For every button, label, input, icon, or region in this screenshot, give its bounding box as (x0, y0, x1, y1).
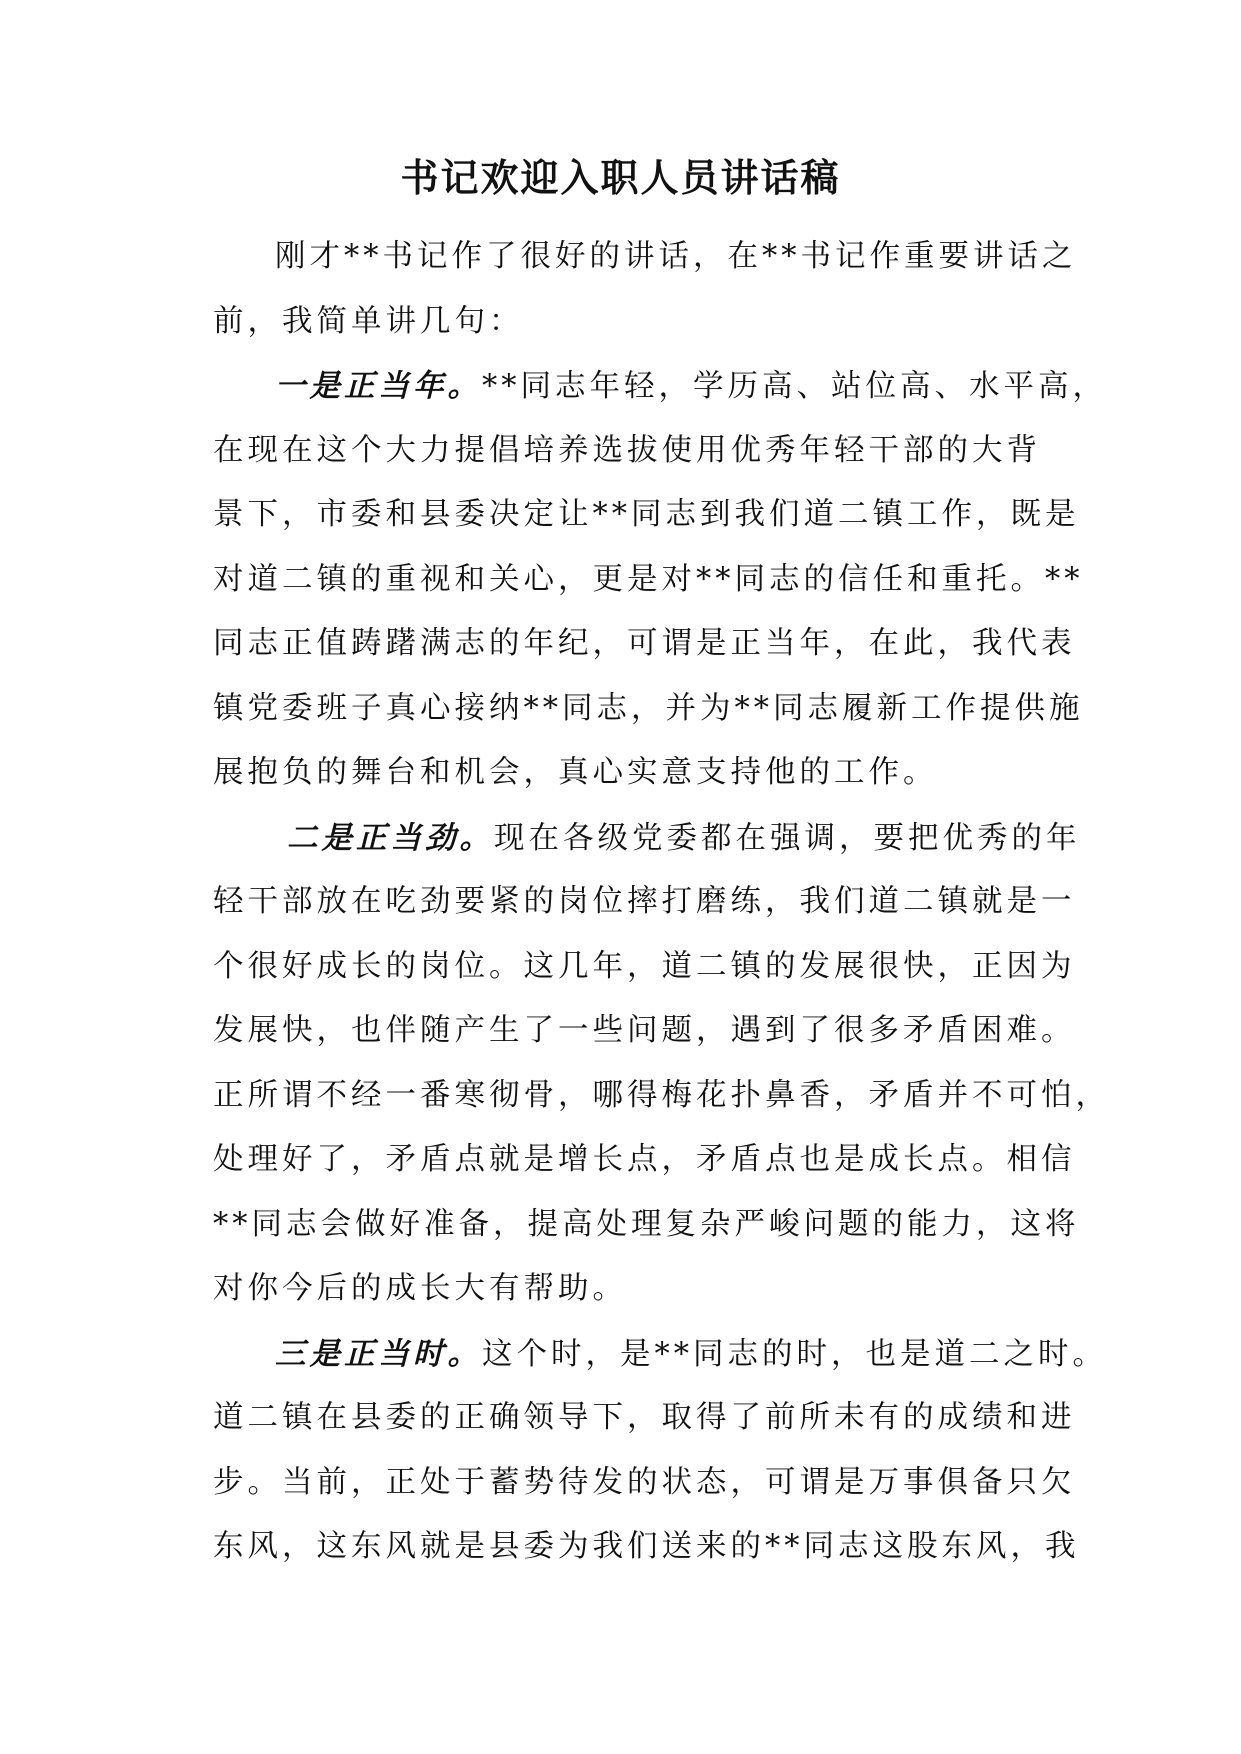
paragraph-2-line-7: 展抱负的舞台和机会，真心实意支持他的工作。 (213, 755, 938, 790)
document-title: 书记欢迎入职人员讲话稿 (400, 155, 841, 200)
document-body (213, 225, 1110, 1580)
paragraph-4-line-1 (213, 1322, 1107, 1387)
paragraph-2-line-3: 景下，市委和县委决定让**同志到我们道二镇工作，既是 (213, 497, 1080, 532)
paragraph-3-line-1 (213, 806, 1081, 871)
paragraph-1-line-1: 刚才**书记作了很好的讲话，在**书记作重要讲话之 (275, 239, 1077, 274)
paragraph-2-line-5: 同志正值踌躇满志的年纪，可谓是正当年，在此，我代表 (213, 626, 1076, 661)
paragraph-3-line-3: 个很好成长的岗位。这几年，道二镇的发展很快，正因为 (213, 948, 1076, 984)
paragraph-3-line-8: 对你今后的成长大有帮助。 (213, 1271, 627, 1306)
paragraph-4-lead: 三是正当时。 (275, 1335, 482, 1372)
paragraph-2-line-4: 对道二镇的重视和关心，更是对**同志的信任和重托。** (213, 561, 1084, 597)
paragraph-2-line-1-text: **同志年轻，学历高、站位高、水平高， (482, 369, 1107, 404)
paragraph-2-line-1 (213, 354, 1107, 419)
paragraph-2-line-2: 在现在这个大力提倡培养选拔使用优秀年轻干部的大背 (213, 432, 1041, 468)
paragraph-4-line-2: 道二镇在县委的正确领导下，取得了前所未有的成绩和进 (213, 1400, 1076, 1435)
paragraph-4-line-1-text: 这个时，是**同志的时，也是道二之时。 (482, 1336, 1107, 1372)
paragraph-3-line-1-text: 现在各级党委都在强调，要把优秀的年 (494, 820, 1081, 856)
paragraph-3-line-5: 正所谓不经一番寒彻骨，哪得梅花扑鼻香，矛盾并不可怕， (213, 1077, 1110, 1113)
paragraph-3-line-7: **同志会做好准备，提高处理复杂严峻问题的能力，这将 (213, 1206, 1080, 1242)
paragraph-1-line-2: 前，我简单讲几句： (213, 303, 524, 339)
paragraph-4-line-4: 东风，这东风就是县委为我们送来的**同志这股东风，我 (213, 1529, 1080, 1564)
paragraph-3-line-4: 发展快，也伴随产生了一些问题，遇到了很多矛盾困难。 (213, 1013, 1076, 1048)
paragraph-4-line-3: 步。当前，正处于蓄势待发的状态，可谓是万事俱备只欠 (213, 1464, 1076, 1500)
paragraph-2-line-6: 镇党委班子真心接纳**同志，并为**同志履新工作提供施 (213, 690, 1084, 726)
paragraph-2-lead: 一是正当年。 (275, 368, 482, 404)
paragraph-3-line-2: 轻干部放在吃劲要紧的岗位摔打磨练，我们道二镇就是一 (213, 884, 1076, 919)
paragraph-3-line-6: 处理好了，矛盾点就是增长点，矛盾点也是成长点。相信 (213, 1142, 1076, 1177)
paragraph-3-lead: 二是正当劲。 (287, 819, 494, 856)
